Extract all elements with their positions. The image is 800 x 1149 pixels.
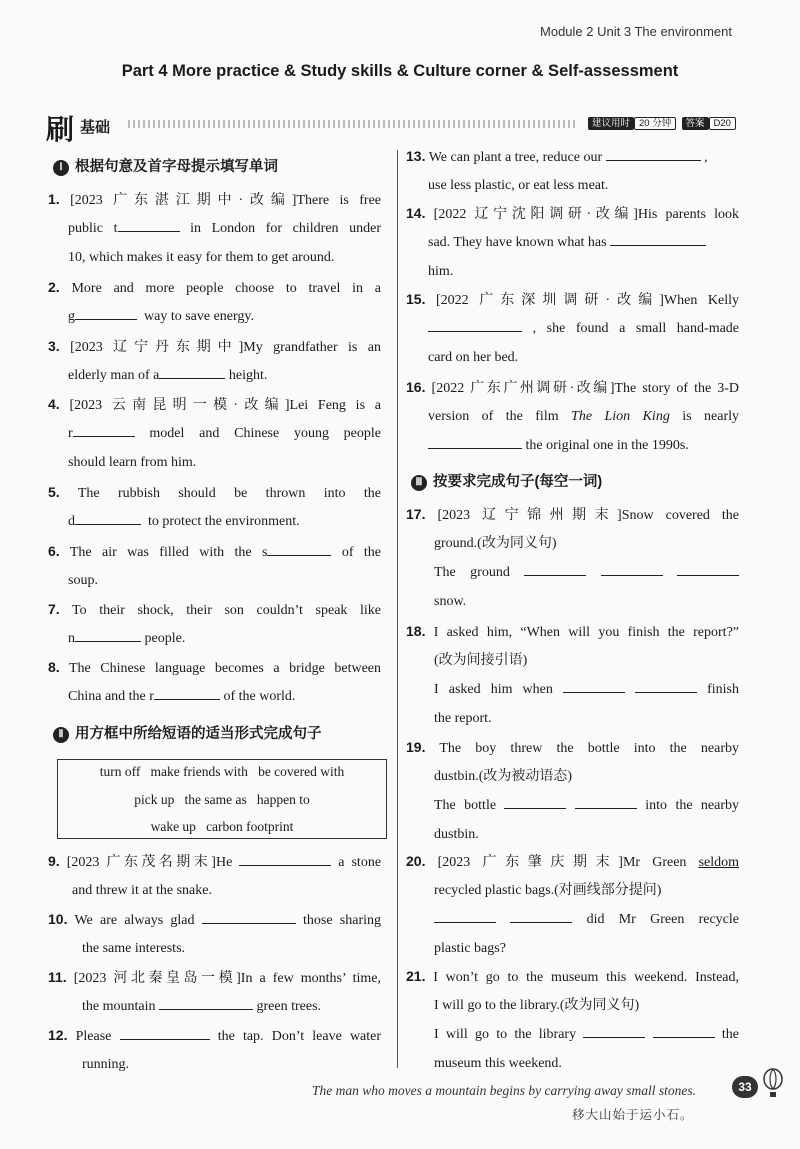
running-head: Module 2 Unit 3 The environment — [540, 24, 732, 39]
answer-blank[interactable] — [75, 624, 141, 642]
answer-page: D20 — [709, 117, 736, 130]
answer-blank[interactable] — [434, 905, 496, 923]
question-1: 1. [2023 广东湛江期中·改编]There is free public t in London for children under 10, which makes it easy for them to get around. — [48, 191, 382, 265]
answer-blank[interactable] — [504, 791, 566, 809]
part-title: Part 4 More practice & Study skills & Culture corner & Self-assessment — [121, 62, 679, 80]
answer-blank[interactable] — [428, 431, 522, 449]
answer-blank[interactable] — [159, 361, 225, 379]
balloon-icon — [762, 1068, 784, 1098]
answer-blank[interactable] — [601, 558, 663, 576]
question-16: 16. [2022 广东广州调研·改编]The story of the 3-D version of the film The Lion King is nearly the original one in the 1990s. — [406, 379, 740, 453]
answer-blank[interactable] — [73, 419, 135, 437]
answer-blank[interactable] — [575, 791, 637, 809]
question-11: 11. [2023 河北秦皇岛一模]In a few months’ time, the mountain green trees. — [48, 969, 381, 1014]
answer-blank[interactable] — [583, 1020, 645, 1038]
section-badge: Ⅲ — [411, 475, 427, 491]
section-2-heading — [53, 722, 322, 743]
answer-blank[interactable] — [524, 558, 586, 576]
footer-quote: The man who moves a mountain begins by carrying away small stones. — [312, 1083, 696, 1098]
section-badge: Ⅰ — [53, 160, 69, 176]
underlined-word: seldom — [698, 855, 740, 870]
answer-blank[interactable] — [239, 848, 331, 866]
time-value: 20 分钟 — [634, 117, 676, 130]
answer-blank[interactable] — [677, 558, 739, 576]
question-6: 6. The air was filled with the s of the soup. — [48, 537, 381, 595]
answer-blank[interactable] — [428, 314, 522, 332]
answer-blank[interactable] — [653, 1020, 715, 1038]
section-title: 用方框中所给短语的适当形式完成句子 — [75, 726, 322, 742]
question-4: 4. [2023 云南昆明一模·改编]Lei Feng is a r model and Chinese young people should learn from him. — [48, 396, 381, 470]
section-title: 按要求完成句子(每空一词) — [433, 474, 603, 490]
page-number: 33 — [732, 1076, 758, 1098]
question-8: 8. The Chinese language becomes a bridge between China and the r of the world. — [48, 659, 381, 704]
answer-blank[interactable] — [75, 507, 141, 525]
answer-blank[interactable] — [267, 538, 331, 556]
answer-blank[interactable] — [202, 906, 296, 924]
question-5: 5. The rubbish should be thrown into the d to protect the environment. — [48, 484, 381, 529]
answer-blank[interactable] — [606, 143, 701, 161]
dashed-divider — [128, 120, 578, 128]
question-21: 21. I won’t go to the museum this weekend. Instead, I will go to the library.(改为同义句) I will go to the library the museum this weekend. — [406, 968, 739, 1071]
question-9: 9. [2023 广东茂名期末]He a stone and threw it at the snake. — [48, 847, 381, 905]
question-18: 18. I asked him, “When will you finish the report?” (改为间接引语) I asked him when finish the report. — [406, 623, 740, 726]
question-14: 14. [2022 辽宁沈阳调研·改编]His parents look sad. They have known what has him. — [406, 205, 740, 279]
answer-blank[interactable] — [510, 905, 572, 923]
answer-label: 答案 — [682, 117, 709, 130]
phrase-box: turn off make friends with be covered with pick up the same as happen to wake up carbon footprint — [57, 759, 387, 839]
question-7: 7. To their shock, their son couldn’t speak like n people. — [48, 601, 381, 646]
answer-blank[interactable] — [159, 992, 253, 1010]
question-10: 10. We are always glad those sharing the same interests. — [48, 905, 381, 963]
question-12: 12. Please the tap. Don’t leave water running. — [48, 1021, 381, 1079]
question-19: 19. The boy threw the bottle into the nearby dustbin.(改为被动语态) The bottle into the nearby dustbin. — [406, 739, 740, 842]
column-divider — [397, 150, 398, 1068]
section-title: 根据句意及首字母提示填写单词 — [75, 159, 278, 175]
answer-blank[interactable] — [635, 675, 697, 693]
answer-blank[interactable] — [610, 228, 706, 246]
answer-blank[interactable] — [75, 302, 137, 320]
question-20: 20. [2023 广东肇庆期末]Mr Green seldom recycled plastic bags.(对画线部分提问) did Mr Green recycle plastic bags? — [406, 853, 740, 956]
section-3-heading — [411, 470, 602, 491]
section-badge: Ⅱ — [53, 727, 69, 743]
footer-quote-chinese: 移大山始于运小石。 — [572, 1108, 694, 1122]
question-2: 2. More and more people choose to travel in a g way to save energy. — [48, 279, 382, 324]
question-17: 17. [2023 辽宁锦州期末]Snow covered the ground.(改为同义句) The ground snow. — [406, 506, 740, 609]
question-15: 15. [2022 广东深圳调研·改编]When Kelly , she found a small hand-made card on her bed. — [406, 291, 740, 365]
question-13: 13. We can plant a tree, reduce our , use less plastic, or eat less meat. — [406, 142, 739, 200]
answer-blank[interactable] — [118, 214, 180, 232]
answer-blank[interactable] — [154, 682, 220, 700]
answer-blank[interactable] — [120, 1022, 210, 1040]
answer-blank[interactable] — [563, 675, 625, 693]
basic-mark: 刷 — [46, 115, 75, 146]
basic-label: 基础 — [80, 119, 111, 136]
section-1-heading — [53, 155, 278, 176]
question-3: 3. [2023 辽宁丹东期中]My grandfather is an elderly man of a height. — [48, 338, 381, 383]
time-and-answer-info — [588, 115, 736, 129]
time-label: 建议用时 — [588, 117, 634, 130]
